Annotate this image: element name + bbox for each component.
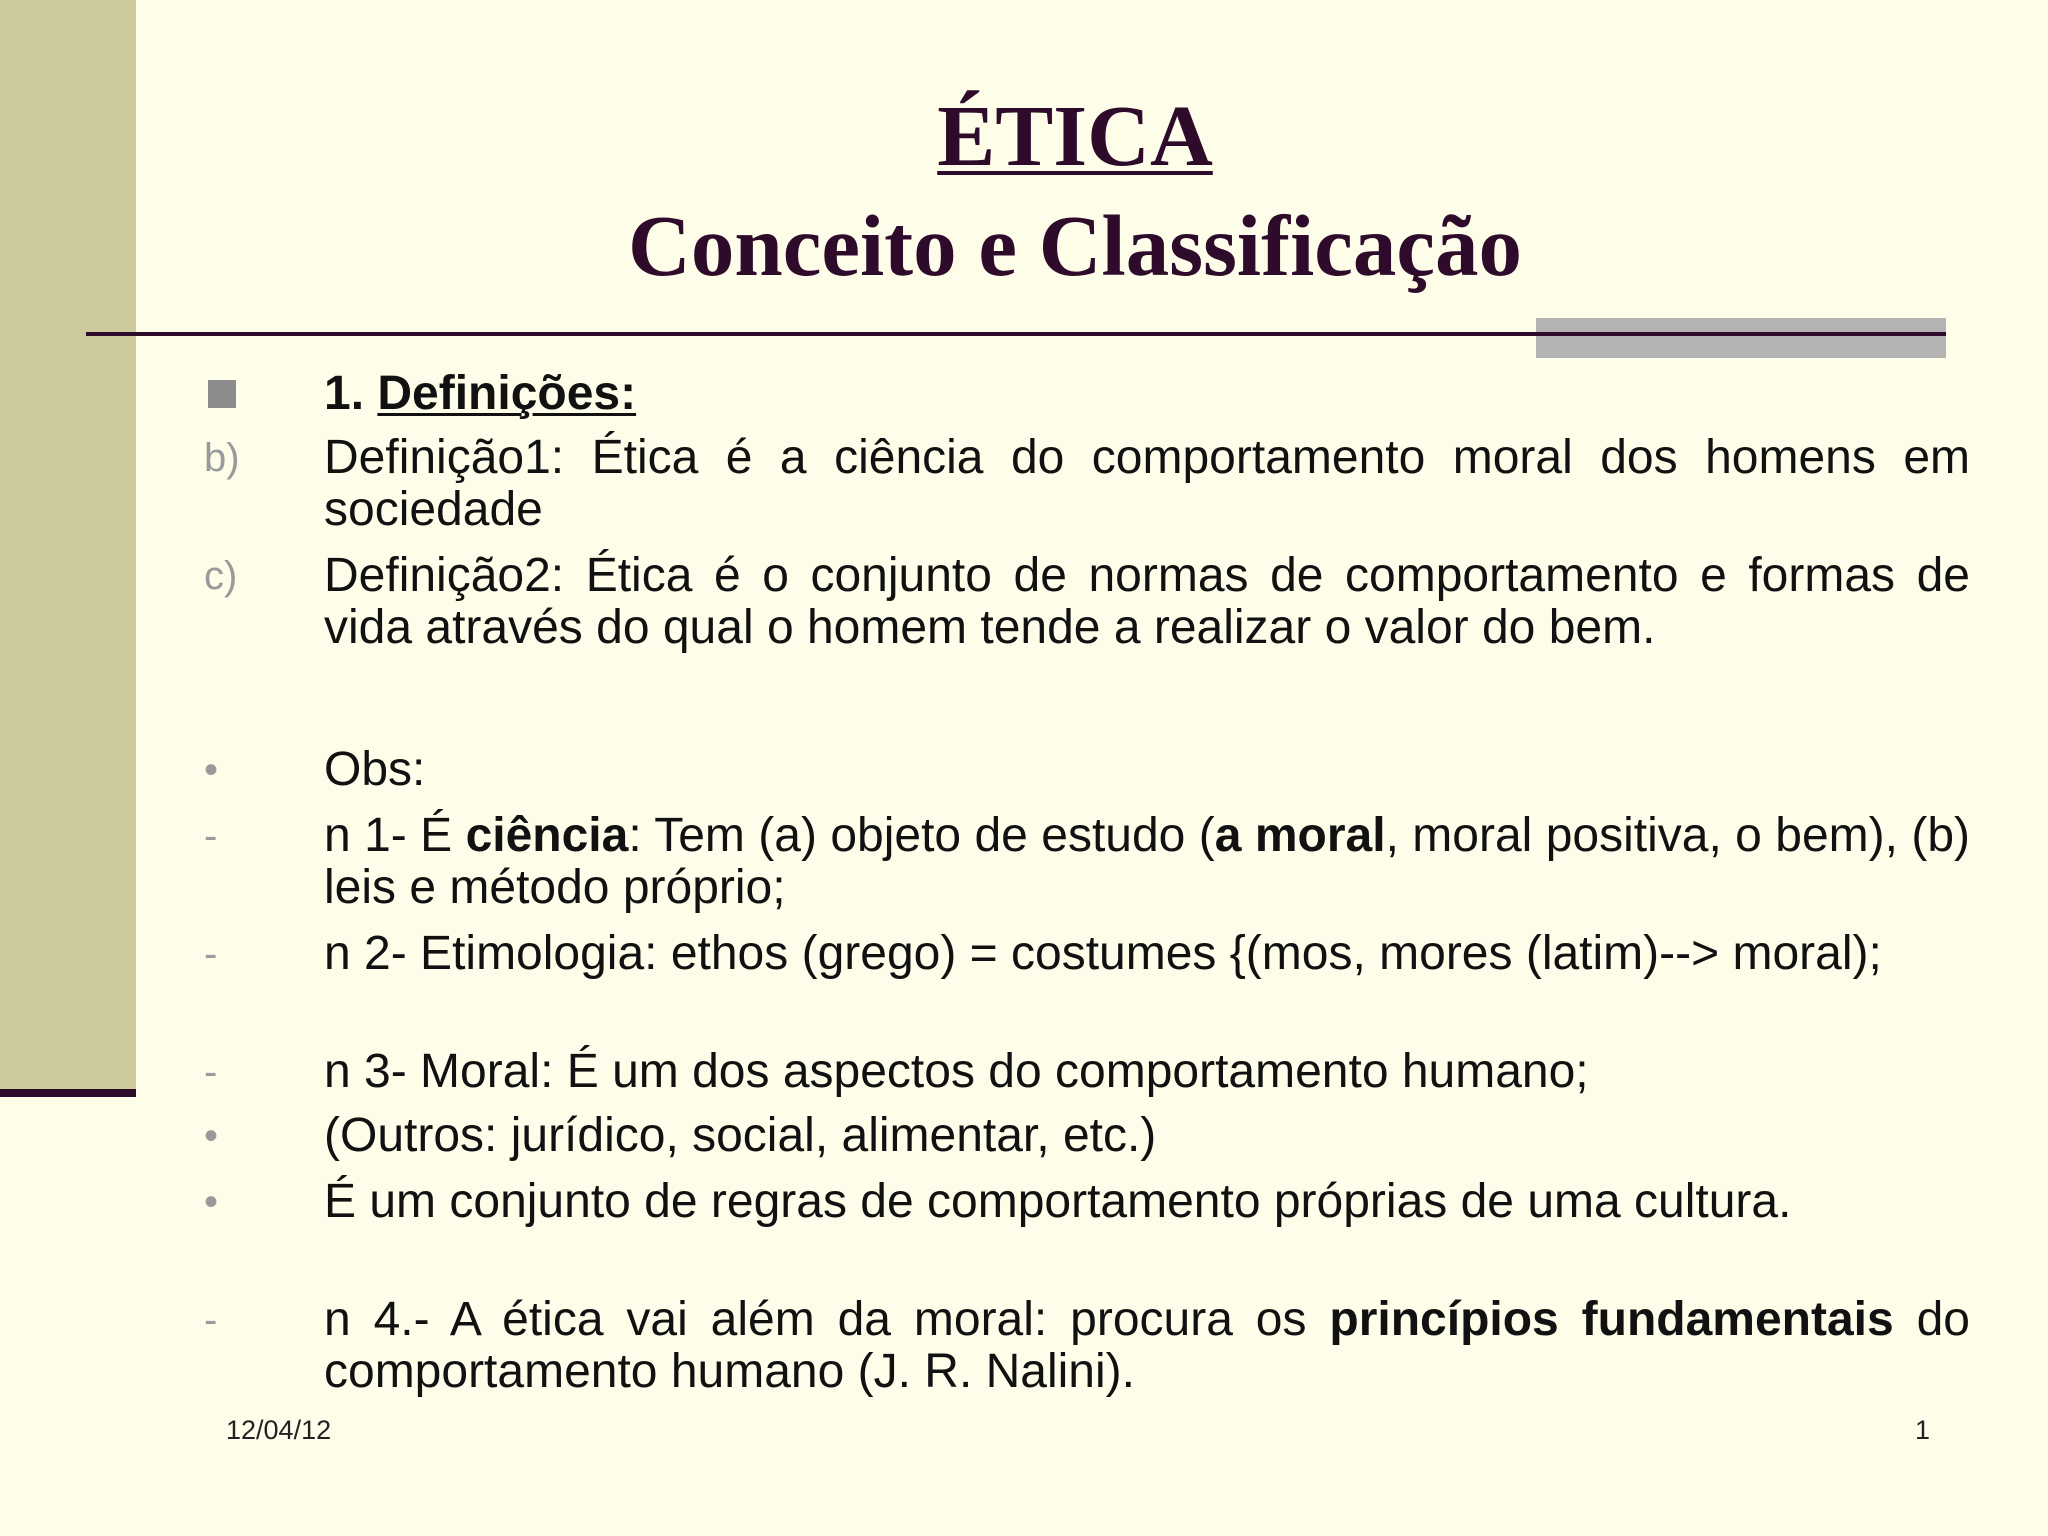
- list-marker: b): [204, 436, 240, 480]
- dash-marker: -: [204, 1050, 218, 1094]
- bullet-dot-icon: •: [204, 748, 219, 792]
- bullet-dot-icon: •: [204, 1180, 219, 1224]
- text-run: do comportamento humano (J. R. Nalini).: [324, 1293, 1970, 1398]
- text-run: : Tem (a) objeto de estudo (: [628, 809, 1215, 862]
- bold-term: ciência: [465, 809, 629, 862]
- list-item-text: Obs:: [324, 743, 426, 796]
- list-item-text: n 3- Moral: É um dos aspectos do comportamento humano;: [324, 1045, 1589, 1098]
- text-run: , moral positiva, o bem), (b) leis e método próprio;: [324, 809, 1970, 914]
- bold-term: princípios fundamentais: [1329, 1293, 1894, 1346]
- text-run: n 1- É: [324, 809, 466, 862]
- list-item-text: [324, 810, 1970, 914]
- section-number: 1.: [324, 367, 365, 420]
- title-rule-gray-bar: [1536, 318, 1946, 358]
- list-item-text: (Outros: jurídico, social, alimentar, etc.): [324, 1109, 1157, 1162]
- slide-title: ÉTICA: [937, 87, 1213, 184]
- bold-term: a moral: [1214, 809, 1386, 862]
- list-item-text: Definição2: Ética é o conjunto de normas de comportamento e formas de vida através do qual o homem tende a realizar o valor do bem.: [324, 549, 1970, 654]
- list-item-text: n 2- Etimologia: ethos (grego) = costumes {(mos, mores (latim)--> moral);: [324, 927, 1882, 980]
- page-number: 1: [1914, 1415, 1930, 1445]
- list-item-text: É um conjunto de regras de comportamento próprias de uma cultura.: [324, 1175, 1792, 1228]
- square-bullet-icon: [208, 380, 236, 408]
- side-band-accent-line: [0, 1089, 136, 1097]
- text-run: n 4.- A ética vai além da moral: procura os: [324, 1293, 1330, 1346]
- list-item-text: [324, 1294, 1970, 1398]
- dash-marker: -: [204, 932, 218, 976]
- title-rule-line: [86, 332, 1946, 336]
- section-heading: [324, 368, 1970, 420]
- dash-marker: -: [204, 1298, 218, 1342]
- slide-subtitle: Conceito e Classificação: [628, 197, 1522, 294]
- dash-marker: -: [204, 814, 218, 858]
- list-item-text: Definição1: Ética é a ciência do comportamento moral dos homens em sociedade: [324, 431, 1970, 536]
- footer-date: 12/04/12: [226, 1415, 332, 1445]
- section-label: Definições:: [377, 367, 637, 420]
- bullet-dot-icon: •: [204, 1114, 219, 1158]
- side-band: [0, 0, 136, 1089]
- list-marker: c): [204, 554, 238, 598]
